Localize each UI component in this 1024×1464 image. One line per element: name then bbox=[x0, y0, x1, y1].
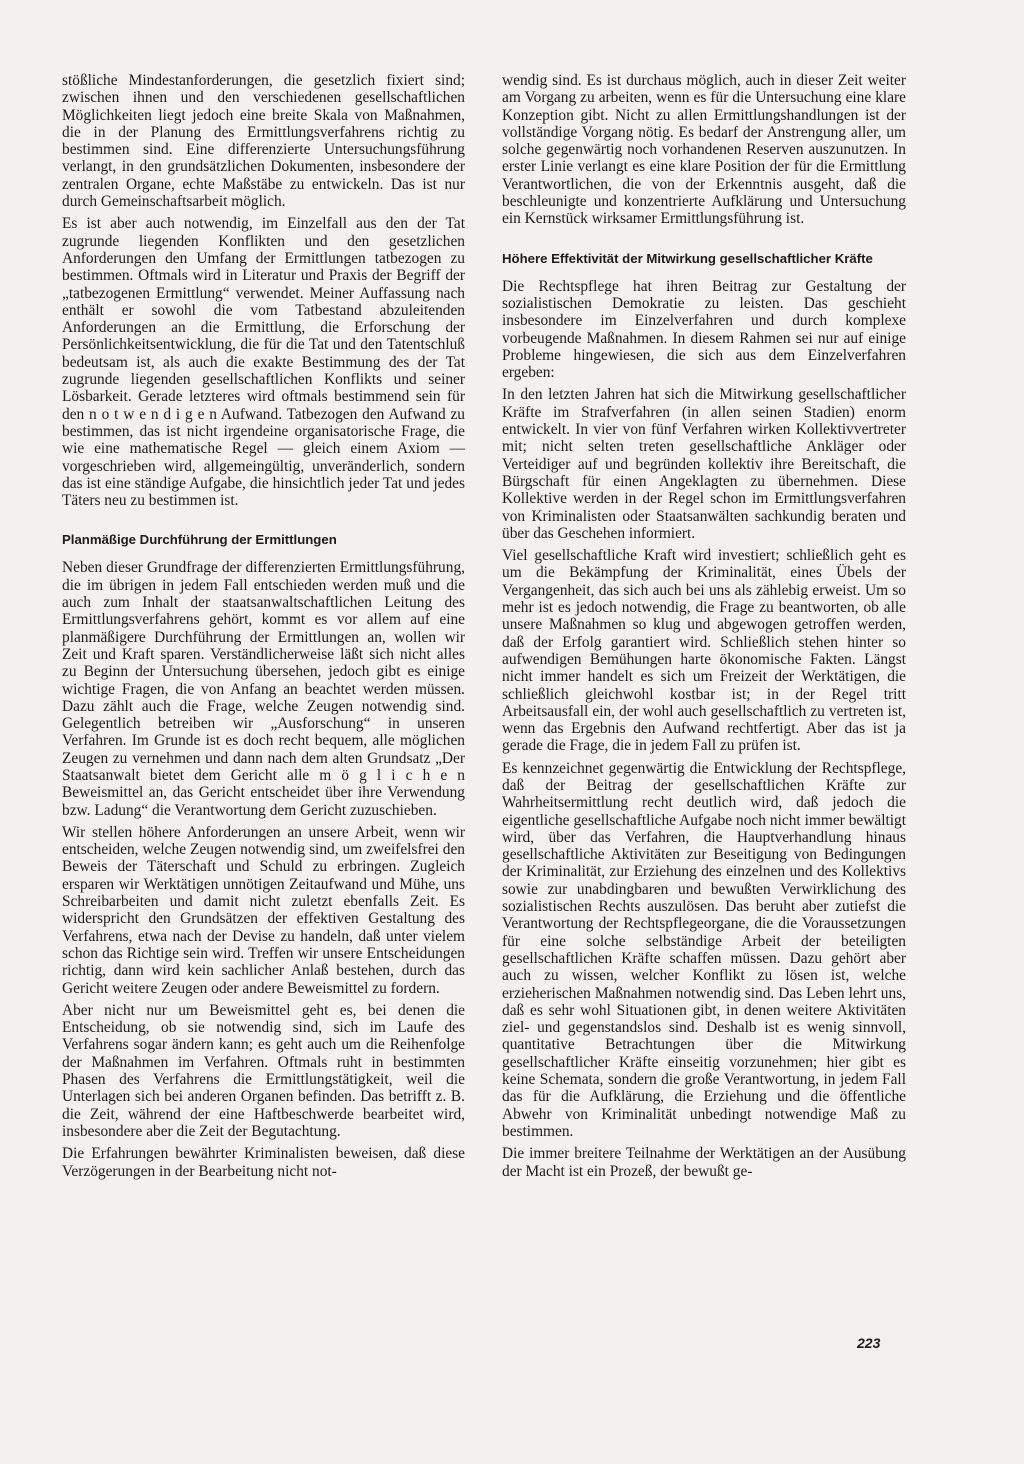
section-heading: Planmäßige Durchführung der Ermittlungen bbox=[62, 532, 337, 548]
paragraph: Neben dieser Grundfrage der differenzierten Ermittlungsführung, die im übrigen in jedem Fall entschieden werden muß und die auch zum Inhalt der staatsanwaltschaftlichen Leitung des Ermittlungsverfahrens gehört, kommt es vor allem auf eine planmäßigere Durchführung der Ermittlungen an, wollen wir Zeit und Kraft sparen. Verständlicherweise läßt sich nicht alles zu Beginn der Untersuchung übersehen, jedoch gibt es einige wichtige Fragen, die von Anfang an beachtet werden müssen. Dazu zählt auch die Frage, welche Zeugen notwendig sind. Gelegentlich betreiben wir „Ausforschung“ in unseren Verfahren. Im Grunde ist es doch recht bequem, alle möglichen Zeugen zu vernehmen und dann nach dem alten Grundsatz „Der Staatsanwalt bietet dem Gericht alle m ö g l i c h e n Beweismittel an, das Gericht entscheidet über ihre Verwendung bzw. Ladung“ die Verantwortung dem Gericht zuzuschieben. bbox=[62, 559, 465, 819]
paragraph: Die Erfahrungen bewährter Kriminalisten beweisen, daß diese Verzögerungen in der Bearbeitung nicht not- bbox=[62, 1145, 465, 1180]
paragraph: stößliche Mindestanforderungen, die gesetzlich fixiert sind; zwischen ihnen und den verschiedenen gesellschaftlichen Möglichkeiten liegt jedoch eine breite Skala von Maßnahmen, die in der Planung des Ermittlungsverfahrens richtig zu bestimmen sind. Eine differenzierte Untersuchungsführung verlangt, in den grundsätzlichen Dokumenten, insbesondere der zentralen Organe, echte Maßstäbe zu entwickeln. Das ist nur durch Gemeinschaftsarbeit möglich. bbox=[62, 72, 465, 211]
paragraph: Viel gesellschaftliche Kraft wird investiert; schließlich geht es um die Bekämpfung der Kriminalität, eines Übels der Vergangenheit, das sich auch bei uns als zählebig erweist. Um so mehr ist es jedoch notwendig, die Frage zu beantworten, ob alle unsere Maßnahmen so klug und abgewogen getroffen werden, daß der Erfolg garantiert wird. Schließlich stehen hinter so aufwendigen Bemühungen harte ökonomische Fakten. Längst nicht immer handelt es sich um Freizeit der Werktätigen, die schließlich gleichwohl kostbar ist; in der Regel tritt Arbeitsausfall ein, der wohl auch gesellschaftlich zu vertreten ist, wenn das Ergebnis den Aufwand rechtfertigt. Aber das ist ja gerade die Frage, die in jedem Fall zu prüfen ist. bbox=[502, 547, 906, 755]
left-column bbox=[62, 72, 465, 1180]
paragraph: Es kennzeichnet gegenwärtig die Entwicklung der Rechtspflege, daß der Beitrag der gesellschaftlichen Kräfte zur Wahrheitsermittlung recht deutlich wird, daß jedoch die eigentliche gesellschaftliche Aufgabe noch nicht immer bewältigt wird, über das Verfahren, die Hauptverhandlung hinaus gesellschaftliche Aktivitäten zur Beseitigung von Bedingungen der Kriminalität, zur Erziehung des einzelnen und des Kollektivs sowie zur unabdingbaren und bewußten Verwirklichung des sozialistischen Rechts auszulösen. Das beruht aber zutiefst die Verantwortung der Rechtspflegeorgane, die die Voraussetzungen für eine solche selbständige Arbeit der beteiligten gesellschaftlichen Kräfte schaffen müssen. Dazu gehört aber auch zu wissen, welcher Konflikt zu lösen ist, welche erzieherischen Maßnahmen notwendig sind. Das Leben lehrt uns, daß es sehr wohl Situationen gibt, in denen weitere Aktivitäten ziel- und gegenstandslos sind. Deshalb ist es wenig sinnvoll, quantitative Betrachtungen über die Mitwirkung gesellschaftlicher Kräfte einseitig vorzunehmen; hier gibt es keine Schemata, sondern die große Verantwortung, in jedem Fall das für die Aufklärung, die Erziehung und die öffentliche Abwehr von Kriminalität unbedingt notwendige Maß zu bestimmen. bbox=[502, 759, 906, 1140]
page-number: 223 bbox=[857, 1335, 881, 1351]
right-column bbox=[502, 72, 906, 1180]
paragraph: Wir stellen höhere Anforderungen an unsere Arbeit, wenn wir entscheiden, welche Zeugen notwendig sind, um zweifelsfrei den Beweis der Täterschaft und Schuld zu erbringen. Zugleich ersparen wir Werktätigen unnötigen Zeitaufwand und Mühe, uns Schreibarbeiten und damit nicht zuletzt ebenfalls Zeit. Es widerspricht den Grundsätzen der effektiven Gestaltung des Verfahrens, etwa nach der Devise zu handeln, daß unter vielem schon das Richtige sein wird. Treffen wir unsere Entscheidungen richtig, dann wird kein sachlicher Anlaß bestehen, durch das Gericht weitere Zeugen oder andere Beweismittel zu fordern. bbox=[62, 823, 465, 997]
paragraph: In den letzten Jahren hat sich die Mitwirkung gesellschaftlicher Kräfte im Strafverfahren (in allen seinen Stadien) enorm entwickelt. In vier von fünf Verfahren wirken Kollektivvertreter mit; nicht selten treten gesellschaftliche Ankläger oder Verteidiger auf und begründen kollektiv ihre Bereitschaft, die Bürgschaft für einen Angeklagten zu übernehmen. Diese Kollektive werden in der Regel schon im Ermittlungsverfahren von Kriminalisten oder Staatsanwälten sachkundig beraten und über das Geschehen informiert. bbox=[502, 386, 906, 542]
paragraph: wendig sind. Es ist durchaus möglich, auch in dieser Zeit weiter am Vorgang zu arbeiten, wenn es für die Untersuchung eine klare Konzeption gibt. Nicht zu allen Ermittlungshandlungen ist der vollständige Vorgang nötig. Es bedarf der Anstrengung aller, um solche gegenwärtig noch vorhandenen Reserven auszunutzen. In erster Linie verlangt es eine klare Position der für die Ermittlung Verantwortlichen, die von der Erkenntnis ausgeht, daß die beschleunigte und konzentrierte Aufklärung und Untersuchung ein Kernstück wirksamer Ermittlungsführung ist. bbox=[502, 72, 906, 228]
paragraph: Es ist aber auch notwendig, im Einzelfall aus den der Tat zugrunde liegenden Konflikten und den gesetzlichen Anforderungen den Umfang der Ermittlungen tatbezogen zu bestimmen. Oftmals wird in Literatur und Praxis der Begriff der „tatbezogenen Ermittlung“ verwendet. Meiner Auffassung nach enthält er sowohl die vom Tatbestand abzuleitenden Anforderungen an die Ermittlung, die Erforschung der Persönlichkeitsentwicklung, die für die Tat und den Tatentschluß bedeutsam ist, als auch die exakte Bestimmung des der Tat zugrunde liegenden gesellschaftlichen Konflikts und seiner Lösbarkeit. Gerade letzteres wird oftmals bestimmend sein für den n o t w e n d i g e n Aufwand. Tatbezogen den Aufwand zu bestimmen, das ist nicht irgendeine organisatorische Frage, die wie eine mathematische Regel — gleich einem Axiom — vorgeschrieben wird, allgemeingültig, unveränderlich, sondern das ist eine ständige Aufgabe, die hinsichtlich jeder Tat und jedes Täters neu zu bestimmen ist. bbox=[62, 215, 465, 510]
section-heading: Höhere Effektivität der Mitwirkung gesellschaftlicher Kräfte bbox=[502, 250, 873, 266]
paragraph: Aber nicht nur um Beweismittel geht es, bei denen die Entscheidung, ob sie notwendig sind, sich im Laufe des Verfahrens sogar ändern kann; es geht auch um die Reihenfolge der Maßnahmen im Verfahren. Oftmals ruht in bestimmten Phasen des Verfahrens die Ermittlungstätigkeit, weil die Unterlagen sich bei anderen Organen befinden. Das betrifft z. B. die Zeit, während der eine Haftbeschwerde bearbeitet wird, insbesondere aber die Zeit der Begutachtung. bbox=[62, 1001, 465, 1140]
paragraph: Die immer breitere Teilnahme der Werktätigen an der Ausübung der Macht ist ein Prozeß, der bewußt ge- bbox=[502, 1145, 906, 1180]
paragraph: Die Rechtspflege hat ihren Beitrag zur Gestaltung der sozialistischen Demokratie zu leisten. Das geschieht insbesondere im Einzelverfahren und durch komplexe vorbeugende Maßnahmen. In diesem Rahmen sei nur auf einige Probleme hingewiesen, die sich aus dem Einzelverfahren ergeben: bbox=[502, 277, 906, 382]
